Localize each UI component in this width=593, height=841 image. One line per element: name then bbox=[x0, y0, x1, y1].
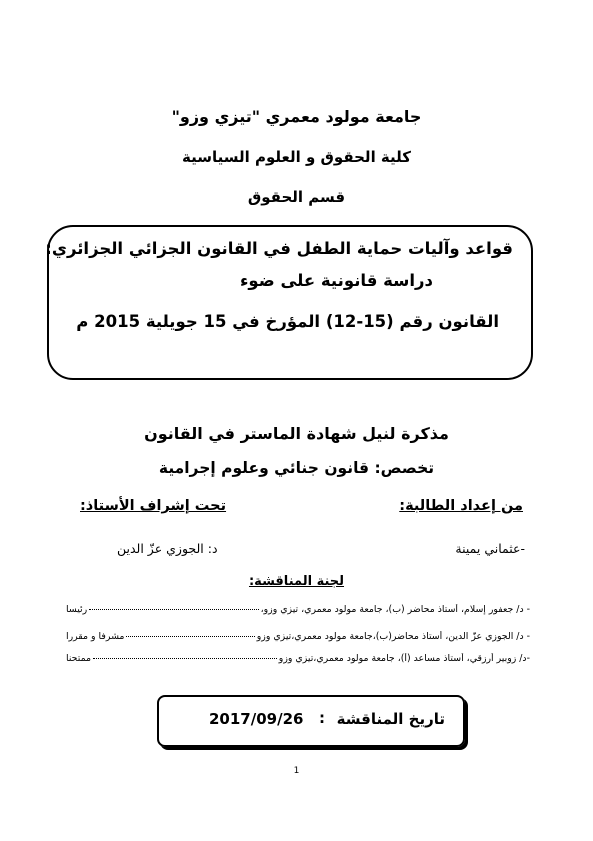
jury-member-row bbox=[66, 604, 530, 615]
defense-date-label: تاريخ المناقشة bbox=[336, 710, 445, 728]
defense-date-value: 2017/09/26 bbox=[209, 710, 304, 728]
page-number: 1 bbox=[293, 766, 300, 776]
thesis-title-line-3: القانون رقم (15-12) المؤرخ في 15 جويلية 2015 م bbox=[76, 312, 499, 331]
student-name: -عثماني يمينة bbox=[455, 541, 525, 556]
defense-date-box bbox=[157, 695, 465, 747]
dotted-leader bbox=[126, 636, 254, 637]
thesis-title-box bbox=[47, 225, 533, 380]
jury-member-role: مشرفا و مقررا bbox=[66, 631, 125, 642]
thesis-title-line-2: دراسة قانونية على ضوء bbox=[240, 271, 433, 290]
student-label: من إعداد الطالبة: bbox=[399, 498, 523, 514]
jury-member-name: - د/ جعفور إسلام، أستاذ محاضر (ب)، جامعة مولود معمري، تيزي وزو، bbox=[260, 604, 530, 615]
supervisor-label: تحت إشراف الأستاذ: bbox=[80, 498, 227, 514]
supervisor-name: د: الجوزي عزّ الدين bbox=[117, 541, 218, 556]
dotted-leader bbox=[89, 609, 258, 610]
department-name: قسم الحقوق bbox=[247, 188, 346, 206]
faculty-name: كلية الحقوق و العلوم السياسية bbox=[182, 148, 411, 166]
specialization: تخصص: قانون جنائي وعلوم إجرامية bbox=[158, 459, 435, 477]
jury-member-row bbox=[66, 653, 530, 664]
defense-date-separator: : bbox=[319, 709, 325, 727]
thesis-title-line-1: قواعد وآليات حماية الطفل في القانون الجزائي الجزائري: bbox=[45, 239, 513, 258]
jury-member-name: - د/ الجوزي عزّ الدين، أستاذ محاضر(ب)،جامعة مولود معمري،تيزي وزو bbox=[256, 631, 530, 642]
jury-member-role: ممتحنا bbox=[66, 653, 92, 664]
memo-purpose: مذكرة لنيل شهادة الماستر في القانون bbox=[144, 424, 449, 443]
jury-member-role: رئيسا bbox=[66, 604, 88, 615]
jury-member-name: -د/ زوبير أرزقي، أستاذ مساعد (أ)، جامعة مولود معمري،تيزي وزو bbox=[278, 653, 530, 664]
university-name: جامعة مولود معمري "تيزي وزو" bbox=[171, 107, 422, 126]
jury-member-row bbox=[66, 631, 530, 642]
jury-title: لجنة المناقشة: bbox=[248, 574, 345, 589]
dotted-leader bbox=[93, 658, 277, 659]
